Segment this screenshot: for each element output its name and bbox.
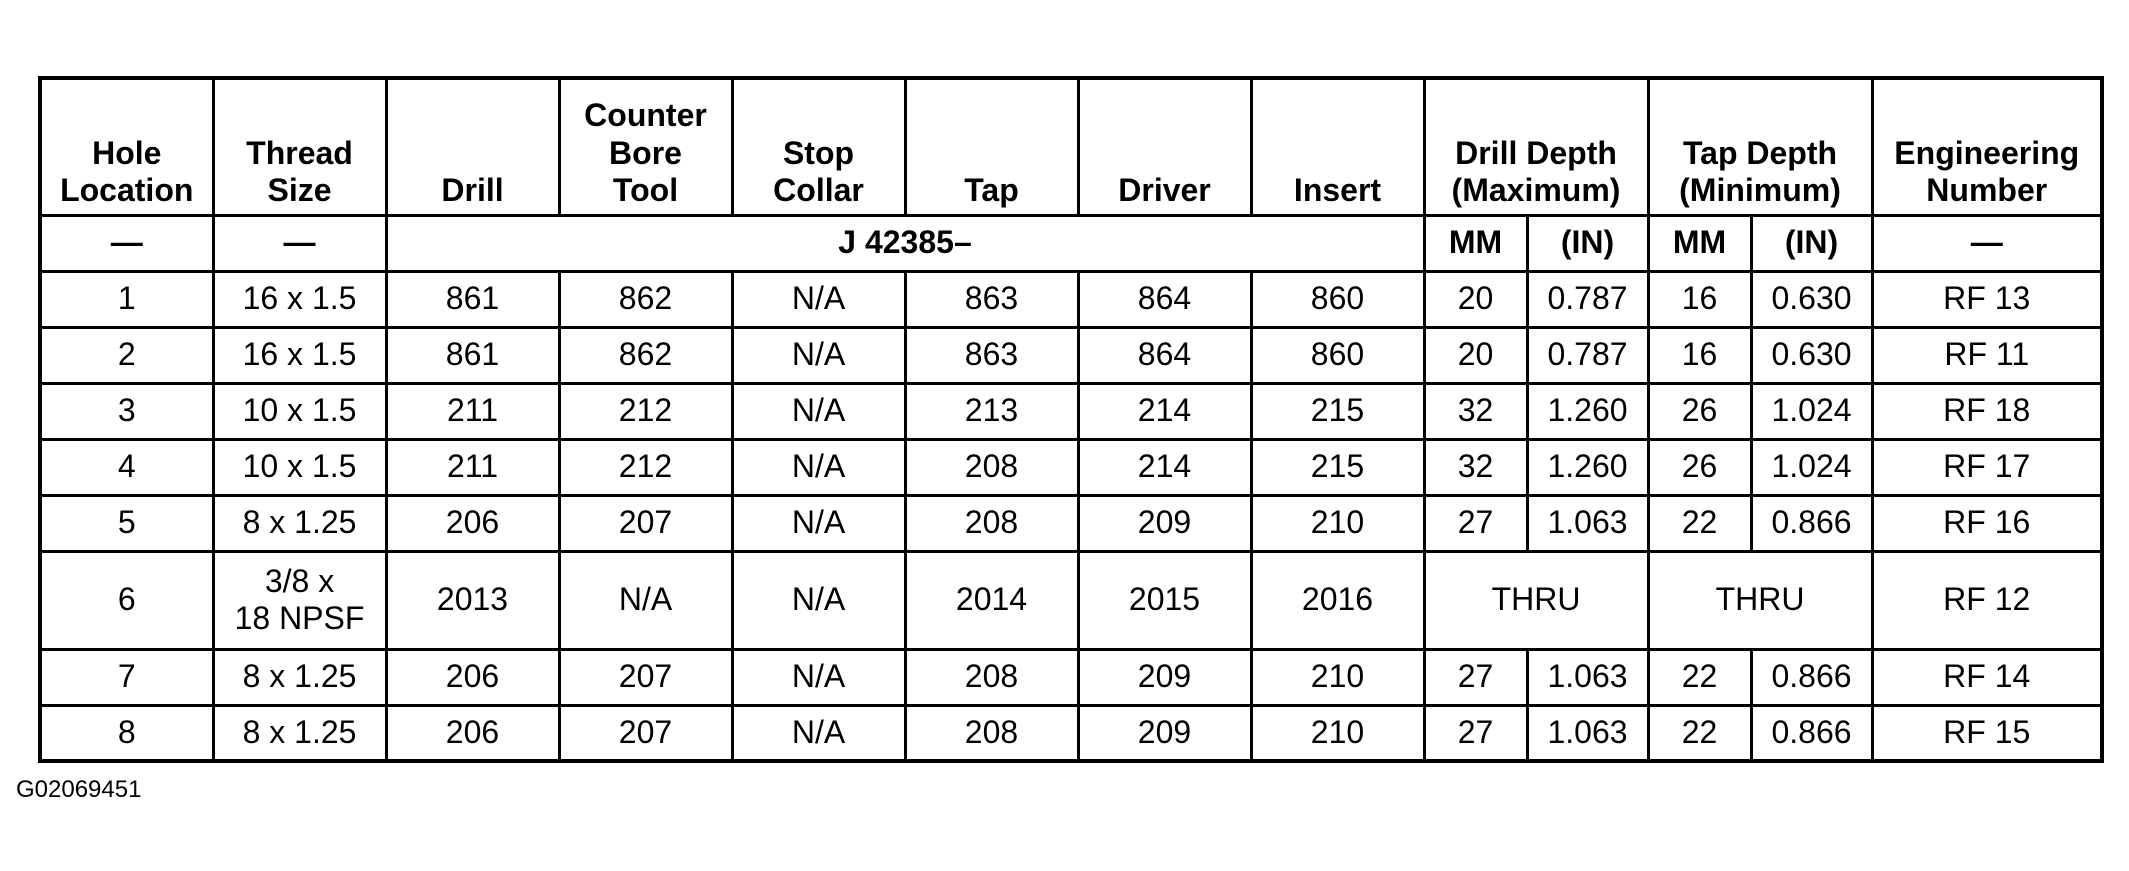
cell-drill-depth-mm: 27 [1424,495,1527,551]
cell-drill: 861 [386,327,559,383]
cell-stop-collar: N/A [732,439,905,495]
cell-drill-depth: THRU [1424,551,1648,649]
cell-counter-bore-tool: 212 [559,383,732,439]
figure-code: G02069451 [16,776,142,803]
cell-tap-depth-mm: 26 [1648,383,1751,439]
cell-thread-size [213,439,386,495]
cell-tap-depth-in: 0.866 [1751,495,1872,551]
cell-counter-bore-tool: 207 [559,705,732,761]
header-engineering-number: Engineering Number [1872,78,2102,215]
cell-drill: 206 [386,705,559,761]
cell-drill: 211 [386,383,559,439]
cell-tap: 213 [905,383,1078,439]
thread-size-line: 8 x 1.25 [242,658,357,695]
cell-tap-depth-in: 1.024 [1751,383,1872,439]
cell-tap-depth-mm: 22 [1648,705,1751,761]
cell-insert: 215 [1251,439,1424,495]
cell-tap: 208 [905,495,1078,551]
units-row [40,215,2102,271]
table-row [40,495,2102,551]
cell-counter-bore-tool: 212 [559,439,732,495]
cell-counter-bore-tool: N/A [559,551,732,649]
cell-tap-depth-in: 0.866 [1751,705,1872,761]
cell-tap: 208 [905,705,1078,761]
cell-drill-depth-mm: 32 [1424,383,1527,439]
units-thread-size: — [213,215,386,271]
cell-tap-depth-in: 0.630 [1751,271,1872,327]
cell-tap-depth-in: 1.024 [1751,439,1872,495]
cell-counter-bore-tool: 862 [559,327,732,383]
cell-stop-collar: N/A [732,271,905,327]
units-hole-location: — [40,215,213,271]
tool-kit-prefix: J 42385– [386,215,1424,271]
cell-hole-location: 7 [40,649,213,705]
table-row [40,383,2102,439]
table-row [40,551,2102,649]
cell-counter-bore-tool: 207 [559,495,732,551]
cell-stop-collar: N/A [732,327,905,383]
header-drill-depth: Drill Depth (Maximum) [1424,78,1648,215]
thread-size-line: 16 x 1.5 [242,280,357,317]
cell-tap-depth-mm: 16 [1648,271,1751,327]
cell-thread-size [213,649,386,705]
cell-insert: 2016 [1251,551,1424,649]
cell-stop-collar: N/A [732,649,905,705]
cell-drill-depth-mm: 32 [1424,439,1527,495]
thread-size-line: 3/8 x [264,562,335,599]
units-drill-mm: MM [1424,215,1527,271]
cell-drill: 861 [386,271,559,327]
cell-driver: 864 [1078,271,1251,327]
header-driver: Driver [1078,78,1251,215]
cell-engineering-number: RF 18 [1872,383,2102,439]
cell-engineering-number: RF 13 [1872,271,2102,327]
cell-hole-location: 8 [40,705,213,761]
cell-tap-depth-mm: 26 [1648,439,1751,495]
cell-insert: 210 [1251,705,1424,761]
cell-drill: 2013 [386,551,559,649]
table-row [40,649,2102,705]
cell-driver: 209 [1078,705,1251,761]
cell-stop-collar: N/A [732,383,905,439]
cell-drill-depth-in: 1.063 [1527,649,1648,705]
cell-stop-collar: N/A [732,551,905,649]
cell-drill: 211 [386,439,559,495]
cell-driver: 214 [1078,383,1251,439]
cell-stop-collar: N/A [732,495,905,551]
header-row [40,78,2102,215]
cell-hole-location: 6 [40,551,213,649]
cell-driver: 214 [1078,439,1251,495]
thread-size-line: 8 x 1.25 [242,504,357,541]
cell-engineering-number: RF 16 [1872,495,2102,551]
table-row [40,271,2102,327]
units-tap-mm: MM [1648,215,1751,271]
cell-hole-location: 1 [40,271,213,327]
cell-engineering-number: RF 15 [1872,705,2102,761]
cell-stop-collar: N/A [732,705,905,761]
cell-counter-bore-tool: 207 [559,649,732,705]
units-engineering-number: — [1872,215,2102,271]
cell-drill-depth-mm: 27 [1424,649,1527,705]
cell-engineering-number: RF 12 [1872,551,2102,649]
cell-drill: 206 [386,649,559,705]
cell-drill-depth-in: 1.260 [1527,383,1648,439]
thread-size-line: 18 NPSF [234,600,365,636]
cell-insert: 210 [1251,649,1424,705]
cell-tap-depth-mm: 22 [1648,649,1751,705]
cell-thread-size [213,551,386,649]
thread-insert-specification-table [38,76,2104,763]
header-stop-collar: Stop Collar [732,78,905,215]
cell-tap: 208 [905,439,1078,495]
cell-hole-location: 2 [40,327,213,383]
cell-thread-size [213,383,386,439]
cell-insert: 860 [1251,271,1424,327]
cell-thread-size [213,705,386,761]
table-row [40,327,2102,383]
cell-driver: 209 [1078,649,1251,705]
cell-engineering-number: RF 14 [1872,649,2102,705]
units-tap-in: (IN) [1751,215,1872,271]
thread-size-line: 10 x 1.5 [242,448,357,485]
header-hole-location: Hole Location [40,78,213,215]
cell-insert: 860 [1251,327,1424,383]
thread-size-line: 10 x 1.5 [242,392,357,429]
cell-tap-depth-in: 0.866 [1751,649,1872,705]
cell-counter-bore-tool: 862 [559,271,732,327]
cell-driver: 864 [1078,327,1251,383]
thread-size-line: 8 x 1.25 [242,714,357,751]
cell-thread-size [213,495,386,551]
cell-hole-location: 3 [40,383,213,439]
cell-drill-depth-mm: 20 [1424,327,1527,383]
cell-drill-depth-in: 1.260 [1527,439,1648,495]
cell-insert: 215 [1251,383,1424,439]
units-drill-in: (IN) [1527,215,1648,271]
cell-drill-depth-mm: 27 [1424,705,1527,761]
table-row [40,705,2102,761]
cell-insert: 210 [1251,495,1424,551]
cell-drill-depth-mm: 20 [1424,271,1527,327]
cell-drill-depth-in: 1.063 [1527,705,1648,761]
cell-thread-size [213,271,386,327]
cell-tap: 2014 [905,551,1078,649]
header-tap: Tap [905,78,1078,215]
cell-driver: 2015 [1078,551,1251,649]
cell-tap: 863 [905,271,1078,327]
cell-thread-size [213,327,386,383]
cell-tap-depth-mm: 22 [1648,495,1751,551]
header-insert: Insert [1251,78,1424,215]
cell-drill-depth-in: 0.787 [1527,271,1648,327]
cell-tap-depth-in: 0.630 [1751,327,1872,383]
header-tap-depth: Tap Depth (Minimum) [1648,78,1872,215]
header-thread-size: Thread Size [213,78,386,215]
cell-hole-location: 5 [40,495,213,551]
cell-tap: 208 [905,649,1078,705]
cell-engineering-number: RF 17 [1872,439,2102,495]
cell-hole-location: 4 [40,439,213,495]
cell-drill: 206 [386,495,559,551]
cell-tap-depth-mm: 16 [1648,327,1751,383]
thread-size-line: 16 x 1.5 [242,336,357,373]
table-row [40,439,2102,495]
cell-tap: 863 [905,327,1078,383]
cell-engineering-number: RF 11 [1872,327,2102,383]
cell-drill-depth-in: 0.787 [1527,327,1648,383]
header-drill: Drill [386,78,559,215]
cell-driver: 209 [1078,495,1251,551]
header-counter-bore-tool: Counter Bore Tool [559,78,732,215]
cell-tap-depth: THRU [1648,551,1872,649]
cell-drill-depth-in: 1.063 [1527,495,1648,551]
